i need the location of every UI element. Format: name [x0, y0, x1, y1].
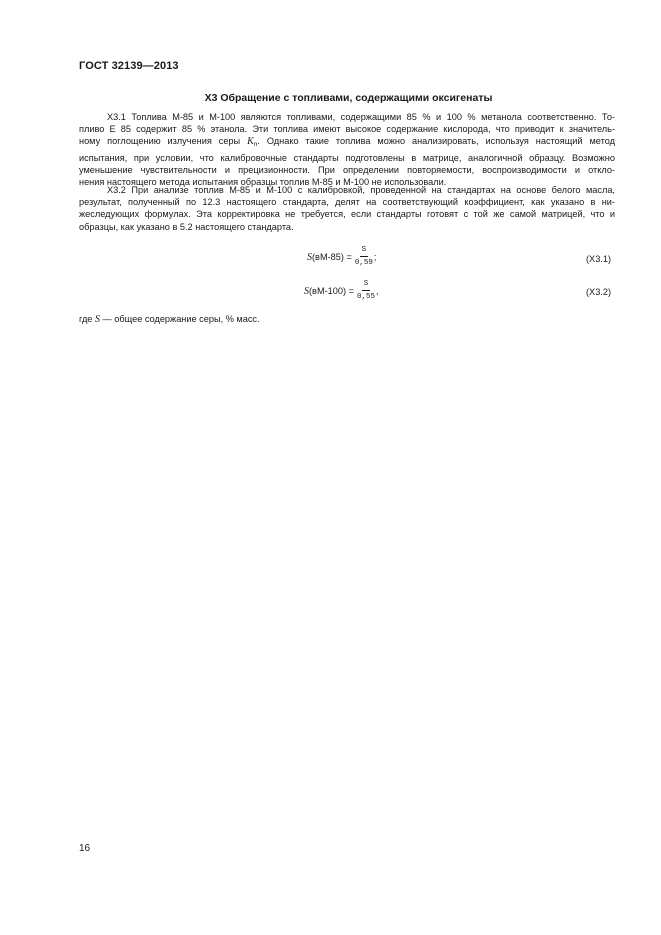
text-line: нения настоящего метода испытания образцы топлив М-85 и М-100 не использовали. — [79, 177, 447, 188]
fraction-numerator: S — [360, 246, 369, 257]
text-line — [79, 135, 615, 151]
text-segment: где — [79, 314, 95, 324]
text-segment: — общее содержание серы, % масс. — [99, 314, 260, 324]
text-line: испытания, при условии, что калибровочные стандарты подготовлены в матрице, аналогичной образцу. Возможно — [79, 152, 615, 163]
fraction-numerator: S — [362, 280, 371, 291]
text-line: образцы, как указано в 5.2 настоящего стандарта. — [79, 221, 294, 232]
text-line: X3.2 При анализе топлив М-85 и М-100 с калибровкой, проведенной на стандартах на основе белого масла, — [107, 185, 615, 195]
formula-lhs: (вМ-100) = — [309, 286, 354, 296]
text-line: пливо Е 85 содержит 85 % этанола. Эти топлива имеют высокое содержание кислорода, что приводит к значитель- — [79, 124, 615, 135]
fraction-denominator: 0,55 — [356, 293, 375, 301]
formula-fraction — [355, 246, 373, 268]
formula-punctuation: , — [375, 286, 379, 296]
fraction-denominator: 0,59 — [354, 259, 373, 267]
section-title: X3 Обращение с топливами, содержащими оксигенаты — [204, 92, 493, 104]
symbol-k: K — [247, 136, 254, 148]
formula-punctuation: ; — [373, 252, 377, 262]
symbol-s: S — [94, 314, 100, 325]
formula-fraction — [357, 280, 375, 302]
text-line: уменьшение чувствительности и прецизионности. При определении повторяемости, воспроизводимости и откло- — [79, 164, 615, 175]
formula-x3-2 — [304, 280, 379, 302]
paragraph-x3-2 — [79, 184, 615, 233]
equation-number-x3-1: (X3.1) — [586, 254, 612, 264]
text-line: результат, полученный по 12.3 настоящего стандарта, делят на соответствующий коэффициент, как указано в ни- — [79, 197, 615, 208]
text-segment: . Однако такие топлива можно анализировать, используя настоящий метод — [257, 136, 615, 147]
formula-x3-1 — [307, 246, 376, 268]
text-line — [79, 313, 615, 326]
where-clause — [79, 313, 615, 326]
symbol-subscript: n — [253, 141, 258, 149]
text-line: жеследующих формулах. Эта корректировка не требуется, если стандарты готовят с той же самой матрицей, что и — [79, 209, 615, 220]
text-line: X3.1 Топлива М-85 и М-100 являются топливами, содержащими 85 % и 100 % метанола соответственно. То- — [107, 112, 615, 122]
formula-lhs-symbol: S — [307, 251, 312, 263]
standard-header: ГОСТ 32139—2013 — [79, 60, 179, 72]
paragraph-x3-1 — [79, 111, 615, 188]
formula-lhs: (вМ-85) = — [312, 252, 352, 262]
page-number: 16 — [79, 843, 91, 854]
text-segment: ному поглощению излучения серы — [79, 136, 248, 147]
formula-lhs-symbol: S — [304, 285, 309, 297]
equation-number-x3-2: (X3.2) — [586, 287, 612, 297]
